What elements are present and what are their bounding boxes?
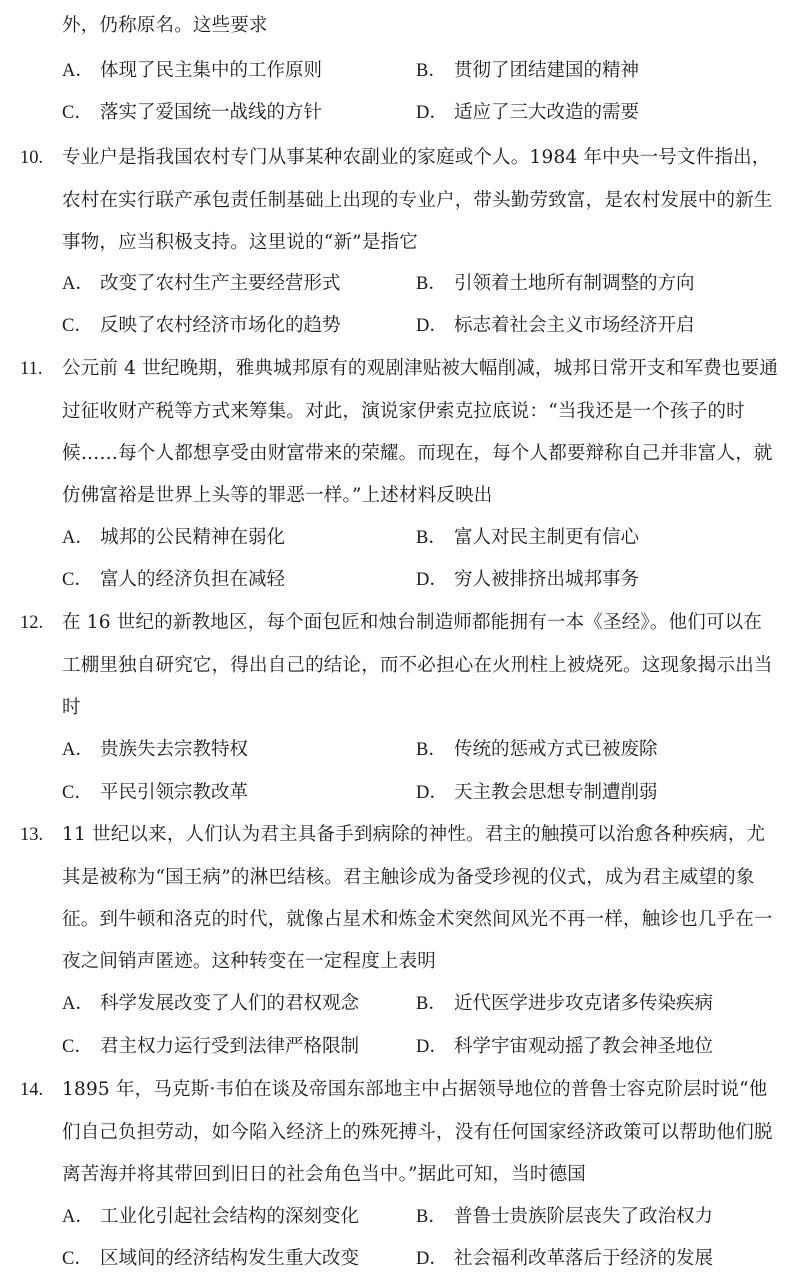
option-text: 区域间的经济结构发生重大改变 xyxy=(100,1248,360,1269)
option-letter: B． xyxy=(416,994,447,1014)
q11-option-c[interactable] xyxy=(62,568,285,592)
q11-stem-line-4: 仿佛富裕是世界上头等的罪恶一样。”上述材料反映出 xyxy=(62,485,493,506)
q10-stem-line-1: 专业户是指我国农村专门从事某种农副业的家庭或个人。1984 年中央一号文件指出， xyxy=(62,147,771,168)
option-letter: B． xyxy=(416,61,447,81)
q11-option-a[interactable] xyxy=(62,526,285,550)
q9-option-a[interactable] xyxy=(62,59,322,83)
q14-option-d[interactable] xyxy=(416,1247,713,1271)
q14-option-c[interactable] xyxy=(62,1247,359,1271)
q10-option-c[interactable] xyxy=(62,314,341,338)
q11-stem-line-1: 公元前 4 世纪晚期，雅典城邦原有的观剧津贴被大幅削减，城邦日常开支和军费也要通 xyxy=(62,358,779,379)
q13-stem-line-2: 其是被称为“国王病”的淋巴结核。君主触诊成为备受珍视的仪式，成为君主威望的象 xyxy=(62,867,755,888)
q13-stem-line-4: 夜之间销声匿迹。这种转变在一定程度上表明 xyxy=(62,951,437,972)
option-letter: A． xyxy=(62,61,94,81)
q10-stem-line-3: 事物，应当积极支持。这里说的“新”是指它 xyxy=(62,232,418,253)
option-text: 传统的惩戒方式已被废除 xyxy=(454,739,658,760)
option-letter: B． xyxy=(416,740,447,760)
option-letter: C． xyxy=(62,316,93,336)
q13-stem-line-3: 征。到牛顿和洛克的时代，就像占星术和炼金术突然间风光不再一样，触诊也几乎在一 xyxy=(62,909,773,930)
option-letter: D． xyxy=(416,783,448,803)
option-letter: D． xyxy=(416,316,448,336)
option-text: 普鲁士贵族阶层丧失了政治权力 xyxy=(454,1206,714,1227)
option-text: 城邦的公民精神在弱化 xyxy=(100,527,286,548)
q9-option-d[interactable] xyxy=(416,101,639,125)
option-letter: A． xyxy=(62,1207,94,1227)
option-text: 工业化引起社会结构的深刻变化 xyxy=(100,1206,360,1227)
option-letter: D． xyxy=(416,103,448,123)
option-text: 科学发展改变了人们的君权观念 xyxy=(100,993,360,1014)
option-text: 适应了三大改造的需要 xyxy=(454,102,640,123)
option-letter: C． xyxy=(62,1037,93,1057)
option-text: 平民引领宗教改革 xyxy=(100,782,249,803)
q14-number: 14. xyxy=(20,1080,44,1100)
option-letter: B． xyxy=(416,274,447,294)
q13-option-a[interactable] xyxy=(62,992,359,1016)
option-letter: C． xyxy=(62,570,93,590)
q11-number: 11. xyxy=(20,359,43,379)
q12-number: 12. xyxy=(20,613,44,633)
q14-stem-line-3: 离苦海并将其带回到旧日的社会角色当中。”据此可知，当时德国 xyxy=(62,1164,587,1185)
q12-stem-line-2: 工棚里独自研究它，得出自己的结论，而不必担心在火刑柱上被烧死。这现象揭示出当 xyxy=(62,655,773,676)
option-text: 落实了爱国统一战线的方针 xyxy=(100,102,323,123)
option-letter: D． xyxy=(416,1249,448,1269)
option-text: 社会福利改革落后于经济的发展 xyxy=(454,1248,714,1269)
option-text: 君主权力运行受到法律严格限制 xyxy=(100,1036,360,1057)
q14-stem-line-1: 1895 年，马克斯·韦伯在谈及帝国东部地主中占据领导地位的普鲁士容克阶层时说“他 xyxy=(62,1079,768,1100)
option-text: 近代医学进步攻克诸多传染疾病 xyxy=(454,993,714,1014)
q11-option-b[interactable] xyxy=(416,526,639,550)
option-letter: A． xyxy=(62,994,94,1014)
option-letter: C． xyxy=(62,1249,93,1269)
option-text: 贯彻了团结建国的精神 xyxy=(454,60,640,81)
q9-option-c[interactable] xyxy=(62,101,322,125)
q13-option-d[interactable] xyxy=(416,1035,713,1059)
option-text: 富人对民主制更有信心 xyxy=(454,527,640,548)
option-text: 体现了民主集中的工作原则 xyxy=(100,60,323,81)
option-text: 标志着社会主义市场经济开启 xyxy=(454,315,695,336)
q9-stem-tail: 外，仍称原名。这些要求 xyxy=(62,15,268,36)
q12-option-b[interactable] xyxy=(416,738,658,762)
option-text: 科学宇宙观动摇了教会神圣地位 xyxy=(454,1036,714,1057)
q12-stem-line-3: 时 xyxy=(62,697,81,718)
q10-option-d[interactable] xyxy=(416,314,695,338)
option-letter: A． xyxy=(62,274,94,294)
option-text: 引领着土地所有制调整的方向 xyxy=(454,273,695,294)
option-text: 改变了农村生产主要经营形式 xyxy=(100,273,341,294)
option-letter: A． xyxy=(62,740,94,760)
q11-stem-line-2: 过征收财产税等方式来筹集。对此，演说家伊索克拉底说：“当我还是一个孩子的时 xyxy=(62,401,745,422)
q14-stem-line-2: 们自己负担劳动，如今陷入经济上的殊死搏斗，没有任何国家经济政策可以帮助他们脱 xyxy=(62,1122,773,1143)
option-letter: C． xyxy=(62,103,93,123)
q10-number: 10. xyxy=(20,148,44,168)
option-text: 天主教会思想专制遭削弱 xyxy=(454,782,658,803)
q13-stem-line-1: 11 世纪以来，人们认为君主具备手到病除的神性。君主的触摸可以治愈各种疾病，尤 xyxy=(62,824,766,845)
option-text: 富人的经济负担在减轻 xyxy=(100,569,286,590)
option-text: 反映了农村经济市场化的趋势 xyxy=(100,315,341,336)
option-letter: C． xyxy=(62,783,93,803)
option-letter: A． xyxy=(62,528,94,548)
q12-option-d[interactable] xyxy=(416,781,658,805)
option-letter: D． xyxy=(416,570,448,590)
q12-stem-line-1: 在 16 世纪的新教地区，每个面包匠和烛台制造师都能拥有一本《圣经》。他们可以在 xyxy=(62,612,763,633)
option-letter: D． xyxy=(416,1037,448,1057)
q13-option-b[interactable] xyxy=(416,992,713,1016)
option-text: 贵族失去宗教特权 xyxy=(100,739,249,760)
q13-option-c[interactable] xyxy=(62,1035,359,1059)
q9-option-b[interactable] xyxy=(416,59,639,83)
q14-option-b[interactable] xyxy=(416,1205,713,1229)
q11-option-d[interactable] xyxy=(416,568,639,592)
q14-option-a[interactable] xyxy=(62,1205,359,1229)
q10-option-b[interactable] xyxy=(416,272,695,296)
q10-option-a[interactable] xyxy=(62,272,341,296)
q12-option-a[interactable] xyxy=(62,738,248,762)
option-letter: B． xyxy=(416,528,447,548)
q12-option-c[interactable] xyxy=(62,781,248,805)
option-letter: B． xyxy=(416,1207,447,1227)
q11-stem-line-3: 候……每个人都想享受由财富带来的荣耀。而现在，每个人都要辩称自己并非富人，就 xyxy=(62,443,773,464)
option-text: 穷人被排挤出城邦事务 xyxy=(454,569,640,590)
q10-stem-line-2: 农村在实行联产承包责任制基础上出现的专业户，带头勤劳致富，是农村发展中的新生 xyxy=(62,190,773,211)
q13-number: 13. xyxy=(20,825,44,845)
